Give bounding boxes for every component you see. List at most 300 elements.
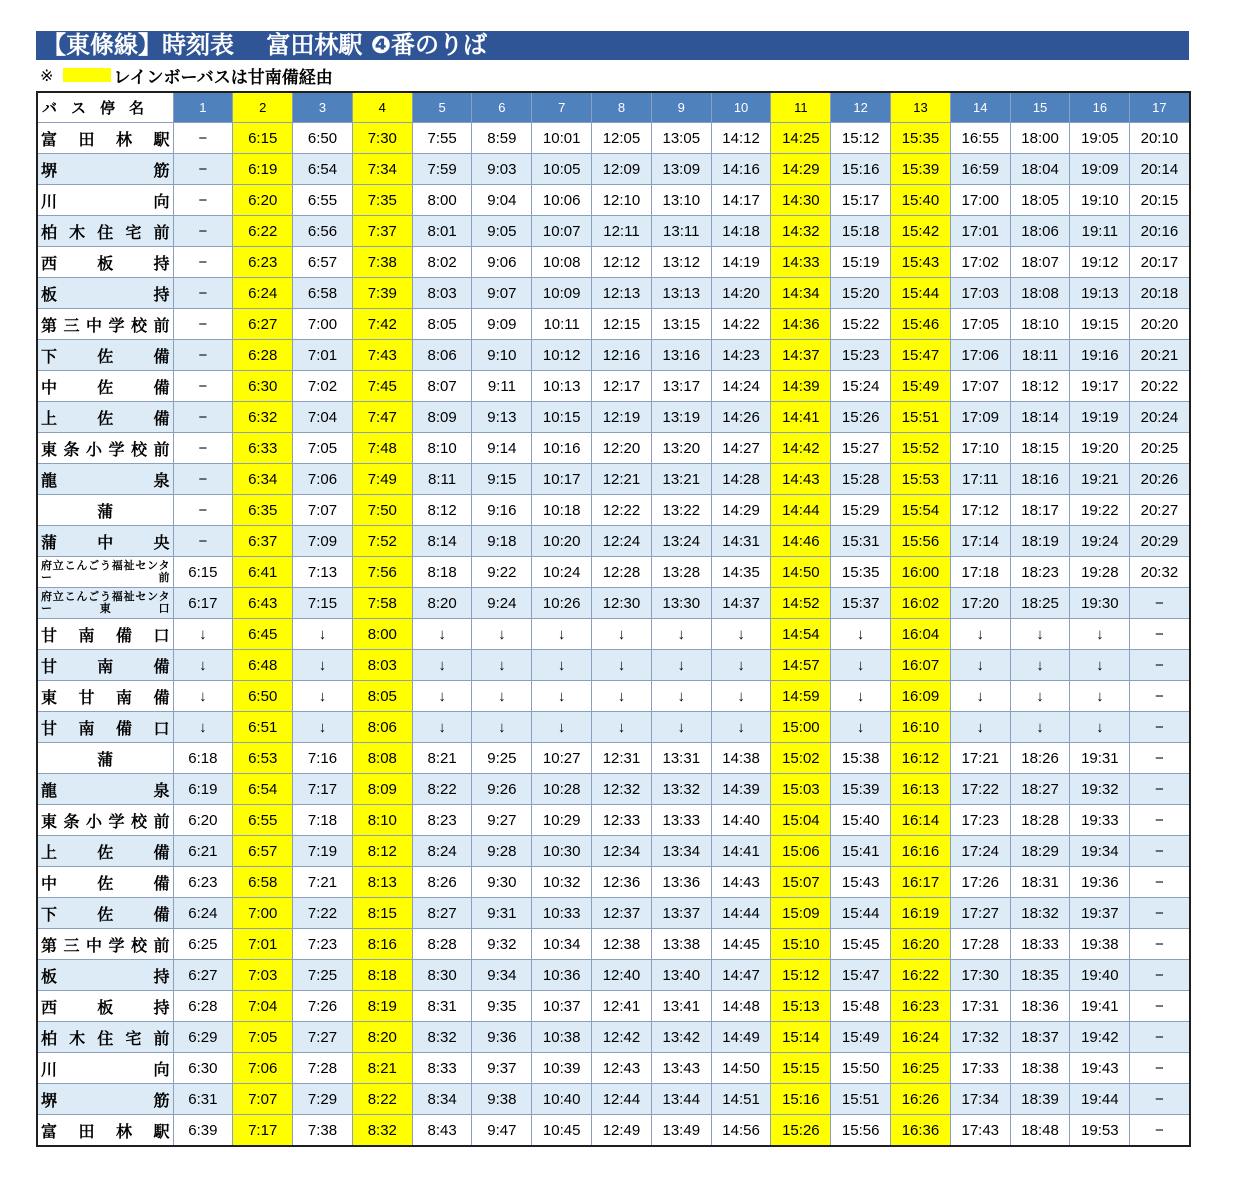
time-cell: 8:23 (412, 805, 472, 836)
time-cell: 6:22 (233, 216, 293, 247)
column-header-16: 16 (1070, 92, 1130, 123)
time-cell: 16:22 (891, 960, 951, 991)
time-cell: ↓ (711, 681, 771, 712)
time-cell: 18:23 (1010, 557, 1070, 588)
time-cell: 8:15 (352, 898, 412, 929)
time-cell: 8:11 (412, 464, 472, 495)
time-cell: 10:34 (532, 929, 592, 960)
table-row (37, 433, 1190, 464)
time-cell: 7:35 (352, 185, 412, 216)
time-cell: ↓ (472, 619, 532, 650)
time-cell: 7:05 (293, 433, 353, 464)
time-cell: 8:03 (352, 650, 412, 681)
time-cell: 19:09 (1070, 154, 1130, 185)
time-cell: 20:16 (1130, 216, 1190, 247)
time-cell: 14:18 (711, 216, 771, 247)
time-cell: ↓ (173, 712, 233, 743)
time-cell: 20:20 (1130, 309, 1190, 340)
stop-name: 西板持 (37, 991, 173, 1022)
stop-name: 府立こんごう福祉センター東口 (37, 588, 173, 619)
time-cell: 8:20 (412, 588, 472, 619)
time-cell: 6:15 (233, 123, 293, 154)
time-cell: 8:14 (412, 526, 472, 557)
time-cell: 7:13 (293, 557, 353, 588)
time-cell: 10:45 (532, 1115, 592, 1147)
time-cell: 16:17 (891, 867, 951, 898)
time-cell: 6:31 (173, 1084, 233, 1115)
time-cell: 6:56 (293, 216, 353, 247)
time-cell: 15:06 (771, 836, 831, 867)
time-cell: 13:38 (651, 929, 711, 960)
stop-name: 蒲 (37, 495, 173, 526)
time-cell: 8:07 (412, 371, 472, 402)
column-header-1: 1 (173, 92, 233, 123)
time-cell: 15:27 (831, 433, 891, 464)
table-row (37, 867, 1190, 898)
time-cell: 6:24 (233, 278, 293, 309)
legend-text: レインボーバスは甘南備経由 (113, 67, 333, 88)
time-cell: 14:37 (711, 588, 771, 619)
time-cell: 20:26 (1130, 464, 1190, 495)
time-cell: 10:07 (532, 216, 592, 247)
stop-column-header: バス停名 (37, 92, 173, 123)
column-header-6: 6 (472, 92, 532, 123)
time-cell: 15:26 (771, 1115, 831, 1147)
time-cell: 18:33 (1010, 929, 1070, 960)
time-cell: 17:26 (950, 867, 1010, 898)
time-cell: 14:43 (711, 867, 771, 898)
table-row (37, 185, 1190, 216)
time-cell: 15:56 (831, 1115, 891, 1147)
time-cell: 7:52 (352, 526, 412, 557)
time-cell: 10:39 (532, 1053, 592, 1084)
time-cell: 7:06 (233, 1053, 293, 1084)
time-cell: 14:46 (771, 526, 831, 557)
time-cell: 18:16 (1010, 464, 1070, 495)
time-cell: 19:38 (1070, 929, 1130, 960)
time-cell: 17:10 (950, 433, 1010, 464)
time-cell: 17:43 (950, 1115, 1010, 1147)
stop-name: 下佐備 (37, 898, 173, 929)
time-cell: 15:35 (891, 123, 951, 154)
time-cell: 12:10 (592, 185, 652, 216)
time-cell: 14:44 (711, 898, 771, 929)
time-cell: 18:31 (1010, 867, 1070, 898)
time-cell: − (1130, 774, 1190, 805)
time-cell: ↓ (412, 712, 472, 743)
time-cell: 14:26 (711, 402, 771, 433)
time-cell: 18:32 (1010, 898, 1070, 929)
stop-name: 柏木住宅前 (37, 1022, 173, 1053)
table-row (37, 557, 1190, 588)
time-cell: 7:00 (293, 309, 353, 340)
time-cell: 9:35 (472, 991, 532, 1022)
stop-name: 東甘南備 (37, 681, 173, 712)
time-cell: ↓ (173, 650, 233, 681)
time-cell: 12:44 (592, 1084, 652, 1115)
time-cell: − (173, 247, 233, 278)
time-cell: 7:59 (412, 154, 472, 185)
time-cell: 7:04 (293, 402, 353, 433)
time-cell: 9:07 (472, 278, 532, 309)
time-cell: 8:32 (352, 1115, 412, 1147)
time-cell: 7:37 (352, 216, 412, 247)
time-cell: 8:24 (412, 836, 472, 867)
time-cell: ↓ (831, 619, 891, 650)
time-cell: 19:13 (1070, 278, 1130, 309)
time-cell: 17:22 (950, 774, 1010, 805)
time-cell: 12:42 (592, 1022, 652, 1053)
time-cell: 13:41 (651, 991, 711, 1022)
time-cell: 10:33 (532, 898, 592, 929)
time-cell: 16:25 (891, 1053, 951, 1084)
time-cell: 16:09 (891, 681, 951, 712)
time-cell: 18:25 (1010, 588, 1070, 619)
time-cell: 10:36 (532, 960, 592, 991)
time-cell: 6:57 (293, 247, 353, 278)
time-cell: 15:26 (831, 402, 891, 433)
time-cell: 14:49 (711, 1022, 771, 1053)
table-row (37, 216, 1190, 247)
time-cell: 20:10 (1130, 123, 1190, 154)
time-cell: − (1130, 712, 1190, 743)
time-cell: 16:10 (891, 712, 951, 743)
time-cell: 15:37 (831, 588, 891, 619)
time-cell: 15:51 (891, 402, 951, 433)
time-cell: 7:17 (293, 774, 353, 805)
stop-name: 中佐備 (37, 867, 173, 898)
time-cell: 6:28 (173, 991, 233, 1022)
time-cell: 20:27 (1130, 495, 1190, 526)
time-cell: 15:22 (831, 309, 891, 340)
time-cell: 13:36 (651, 867, 711, 898)
time-cell: 7:19 (293, 836, 353, 867)
time-cell: 12:40 (592, 960, 652, 991)
time-cell: 10:26 (532, 588, 592, 619)
time-cell: 9:03 (472, 154, 532, 185)
time-cell: ↓ (173, 681, 233, 712)
table-row (37, 1084, 1190, 1115)
time-cell: 19:41 (1070, 991, 1130, 1022)
time-cell: 8:05 (352, 681, 412, 712)
time-cell: 20:22 (1130, 371, 1190, 402)
time-cell: 10:11 (532, 309, 592, 340)
time-cell: 15:17 (831, 185, 891, 216)
time-cell: 14:17 (711, 185, 771, 216)
time-cell: ↓ (651, 681, 711, 712)
time-cell: ↓ (711, 619, 771, 650)
time-cell: ↓ (950, 650, 1010, 681)
time-cell: − (173, 526, 233, 557)
time-cell: 10:17 (532, 464, 592, 495)
time-cell: 8:30 (412, 960, 472, 991)
time-cell: 6:54 (233, 774, 293, 805)
time-cell: 15:47 (831, 960, 891, 991)
timetable (36, 91, 1191, 1147)
time-cell: 10:29 (532, 805, 592, 836)
time-cell: 14:50 (771, 557, 831, 588)
stop-name: 東条小学校前 (37, 433, 173, 464)
time-cell: 13:21 (651, 464, 711, 495)
table-row (37, 309, 1190, 340)
time-cell: 8:09 (352, 774, 412, 805)
time-cell: 16:07 (891, 650, 951, 681)
time-cell: 8:26 (412, 867, 472, 898)
time-cell: − (173, 123, 233, 154)
time-cell: 12:28 (592, 557, 652, 588)
time-cell: 6:48 (233, 650, 293, 681)
table-row (37, 898, 1190, 929)
time-cell: 7:09 (293, 526, 353, 557)
time-cell: 8:06 (352, 712, 412, 743)
time-cell: 15:42 (891, 216, 951, 247)
time-cell: 12:13 (592, 278, 652, 309)
time-cell: 12:30 (592, 588, 652, 619)
time-cell: 20:25 (1130, 433, 1190, 464)
legend-mark: ※ (40, 65, 54, 85)
time-cell: 19:32 (1070, 774, 1130, 805)
time-cell: ↓ (711, 650, 771, 681)
time-cell: 15:29 (831, 495, 891, 526)
table-row (37, 1022, 1190, 1053)
time-cell: 6:28 (233, 340, 293, 371)
time-cell: 13:40 (651, 960, 711, 991)
time-cell: ↓ (532, 650, 592, 681)
time-cell: 16:02 (891, 588, 951, 619)
time-cell: 6:50 (293, 123, 353, 154)
time-cell: 20:17 (1130, 247, 1190, 278)
time-cell: 17:28 (950, 929, 1010, 960)
time-cell: 7:16 (293, 743, 353, 774)
time-cell: 17:18 (950, 557, 1010, 588)
time-cell: 14:54 (771, 619, 831, 650)
time-cell: 8:01 (412, 216, 472, 247)
timetable-header-row (37, 92, 1190, 123)
time-cell: 15:16 (831, 154, 891, 185)
time-cell: 8:20 (352, 1022, 412, 1053)
time-cell: 17:27 (950, 898, 1010, 929)
time-cell: 7:27 (293, 1022, 353, 1053)
time-cell: − (173, 433, 233, 464)
time-cell: 17:33 (950, 1053, 1010, 1084)
time-cell: ↓ (831, 681, 891, 712)
time-cell: 9:05 (472, 216, 532, 247)
time-cell: 9:06 (472, 247, 532, 278)
time-cell: 12:32 (592, 774, 652, 805)
time-cell: 10:12 (532, 340, 592, 371)
time-cell: 17:06 (950, 340, 1010, 371)
stop-name: 第三中学校前 (37, 309, 173, 340)
time-cell: 17:20 (950, 588, 1010, 619)
time-cell: 8:10 (412, 433, 472, 464)
time-cell: 16:04 (891, 619, 951, 650)
time-cell: 15:40 (891, 185, 951, 216)
time-cell: ↓ (950, 681, 1010, 712)
stop-name: 柏木住宅前 (37, 216, 173, 247)
stop-name: 板持 (37, 278, 173, 309)
time-cell: 13:13 (651, 278, 711, 309)
time-cell: 6:53 (233, 743, 293, 774)
time-cell: 15:40 (831, 805, 891, 836)
time-cell: 18:26 (1010, 743, 1070, 774)
time-cell: 8:18 (352, 960, 412, 991)
time-cell: 9:31 (472, 898, 532, 929)
stop-name: 堺筋 (37, 1084, 173, 1115)
stop-name: 蒲 (37, 743, 173, 774)
time-cell: 15:02 (771, 743, 831, 774)
table-row (37, 774, 1190, 805)
time-cell: 7:07 (293, 495, 353, 526)
time-cell: 10:13 (532, 371, 592, 402)
time-cell: − (1130, 929, 1190, 960)
time-cell: 17:00 (950, 185, 1010, 216)
time-cell: 19:24 (1070, 526, 1130, 557)
time-cell: 7:34 (352, 154, 412, 185)
time-cell: 14:45 (711, 929, 771, 960)
time-cell: 8:32 (412, 1022, 472, 1053)
time-cell: 15:48 (831, 991, 891, 1022)
time-cell: 8:27 (412, 898, 472, 929)
time-cell: 10:30 (532, 836, 592, 867)
time-cell: 19:30 (1070, 588, 1130, 619)
time-cell: 12:34 (592, 836, 652, 867)
time-cell: 19:16 (1070, 340, 1130, 371)
time-cell: 7:30 (352, 123, 412, 154)
time-cell: 15:09 (771, 898, 831, 929)
time-cell: 14:32 (771, 216, 831, 247)
time-cell: 6:45 (233, 619, 293, 650)
stop-name: 蒲中央 (37, 526, 173, 557)
time-cell: 9:09 (472, 309, 532, 340)
column-header-11: 11 (771, 92, 831, 123)
time-cell: 13:22 (651, 495, 711, 526)
time-cell: 15:47 (891, 340, 951, 371)
column-header-8: 8 (592, 92, 652, 123)
page-title: 【東條線】時刻表 富田林駅 ❹番のりば (36, 31, 1189, 60)
time-cell: 18:11 (1010, 340, 1070, 371)
time-cell: 13:32 (651, 774, 711, 805)
time-cell: 15:31 (831, 526, 891, 557)
time-cell: 7:07 (233, 1084, 293, 1115)
time-cell: 16:12 (891, 743, 951, 774)
time-cell: 18:19 (1010, 526, 1070, 557)
time-cell: 6:17 (173, 588, 233, 619)
time-cell: 6:19 (173, 774, 233, 805)
time-cell: 17:03 (950, 278, 1010, 309)
time-cell: 17:31 (950, 991, 1010, 1022)
time-cell: 12:09 (592, 154, 652, 185)
time-cell: 16:26 (891, 1084, 951, 1115)
time-cell: 18:37 (1010, 1022, 1070, 1053)
time-cell: 18:12 (1010, 371, 1070, 402)
time-cell: 17:12 (950, 495, 1010, 526)
table-row (37, 526, 1190, 557)
time-cell: 14:34 (771, 278, 831, 309)
time-cell: 9:22 (472, 557, 532, 588)
time-cell: 14:44 (771, 495, 831, 526)
time-cell: 7:50 (352, 495, 412, 526)
time-cell: 14:20 (711, 278, 771, 309)
time-cell: ↓ (831, 650, 891, 681)
time-cell: ↓ (293, 650, 353, 681)
time-cell: 15:12 (831, 123, 891, 154)
time-cell: ↓ (293, 681, 353, 712)
time-cell: 17:30 (950, 960, 1010, 991)
time-cell: 16:13 (891, 774, 951, 805)
time-cell: 6:29 (173, 1022, 233, 1053)
time-cell: 14:30 (771, 185, 831, 216)
time-cell: − (1130, 898, 1190, 929)
time-cell: 7:04 (233, 991, 293, 1022)
time-cell: 14:29 (711, 495, 771, 526)
legend (40, 64, 333, 86)
time-cell: 15:53 (891, 464, 951, 495)
time-cell: 15:46 (891, 309, 951, 340)
stop-name: 川向 (37, 185, 173, 216)
time-cell: 10:28 (532, 774, 592, 805)
time-cell: 9:36 (472, 1022, 532, 1053)
time-cell: 10:05 (532, 154, 592, 185)
time-cell: 13:09 (651, 154, 711, 185)
time-cell: − (1130, 1053, 1190, 1084)
time-cell: 8:43 (412, 1115, 472, 1147)
time-cell: 17:32 (950, 1022, 1010, 1053)
time-cell: 13:19 (651, 402, 711, 433)
time-cell: 6:37 (233, 526, 293, 557)
time-cell: 8:09 (412, 402, 472, 433)
time-cell: 7:18 (293, 805, 353, 836)
time-cell: 18:29 (1010, 836, 1070, 867)
time-cell: 12:19 (592, 402, 652, 433)
time-cell: ↓ (472, 650, 532, 681)
column-header-12: 12 (831, 92, 891, 123)
table-row (37, 1115, 1190, 1147)
time-cell: 13:17 (651, 371, 711, 402)
time-cell: 7:03 (233, 960, 293, 991)
time-cell: 6:21 (173, 836, 233, 867)
time-cell: 15:38 (831, 743, 891, 774)
time-cell: 7:02 (293, 371, 353, 402)
time-cell: 18:28 (1010, 805, 1070, 836)
time-cell: 15:44 (831, 898, 891, 929)
stop-name: 中佐備 (37, 371, 173, 402)
time-cell: 13:49 (651, 1115, 711, 1147)
time-cell: ↓ (1010, 619, 1070, 650)
time-cell: ↓ (592, 619, 652, 650)
time-cell: 9:11 (472, 371, 532, 402)
time-cell: 14:25 (771, 123, 831, 154)
time-cell: 7:29 (293, 1084, 353, 1115)
time-cell: 6:19 (233, 154, 293, 185)
table-row (37, 681, 1190, 712)
time-cell: 12:17 (592, 371, 652, 402)
time-cell: 18:27 (1010, 774, 1070, 805)
time-cell: 18:39 (1010, 1084, 1070, 1115)
time-cell: 7:21 (293, 867, 353, 898)
time-cell: − (173, 185, 233, 216)
time-cell: 16:55 (950, 123, 1010, 154)
time-cell: ↓ (412, 619, 472, 650)
time-cell: 6:25 (173, 929, 233, 960)
time-cell: − (1130, 867, 1190, 898)
table-row (37, 743, 1190, 774)
table-row (37, 619, 1190, 650)
time-cell: 12:37 (592, 898, 652, 929)
time-cell: − (173, 464, 233, 495)
time-cell: 20:29 (1130, 526, 1190, 557)
time-cell: 20:32 (1130, 557, 1190, 588)
time-cell: 6:30 (173, 1053, 233, 1084)
